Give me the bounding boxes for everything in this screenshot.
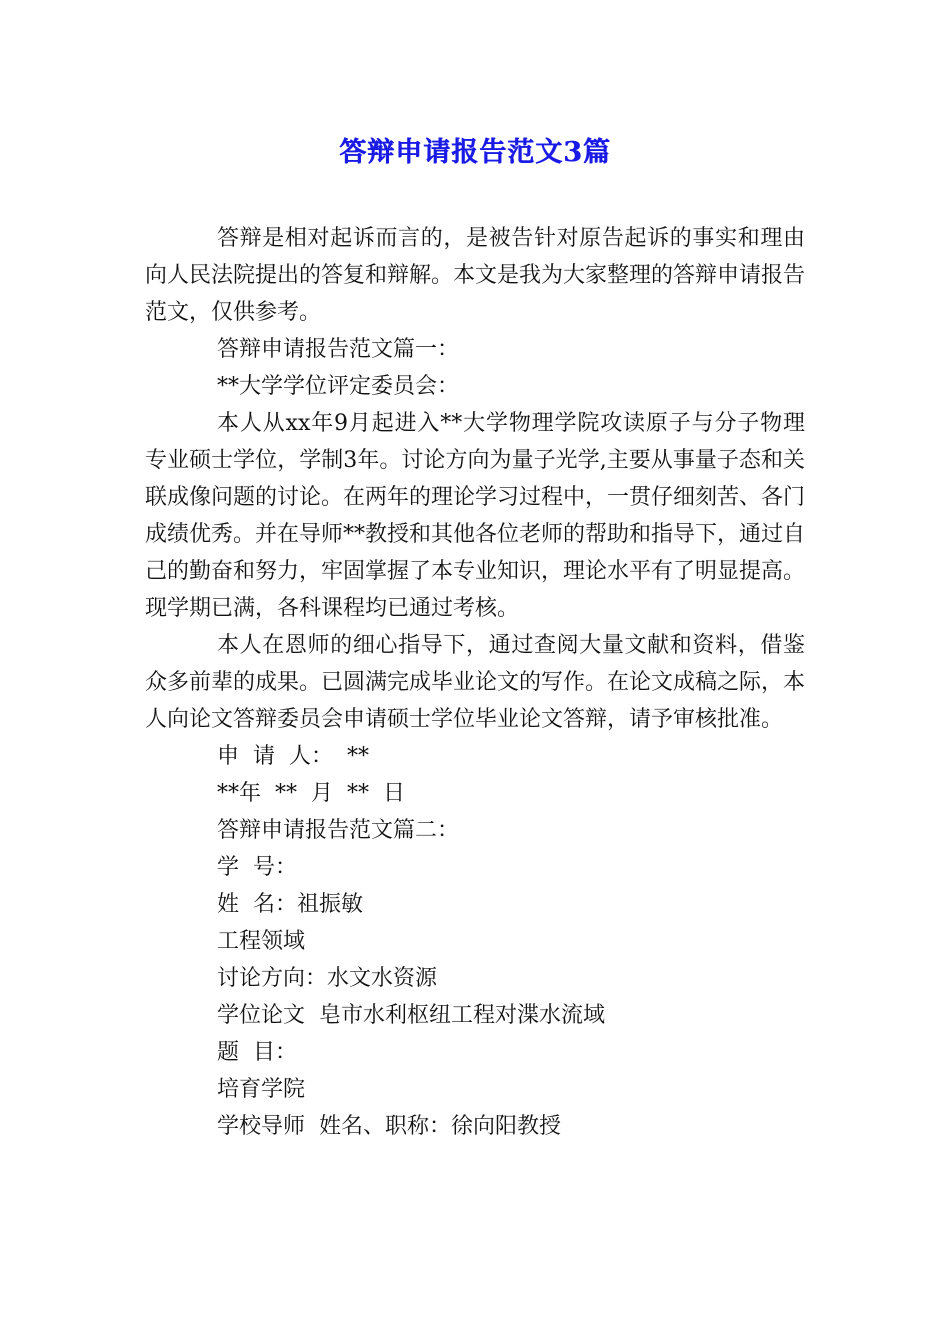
name-line: 姓 名：祖振敏 xyxy=(217,892,363,917)
field-line: 工程领域 xyxy=(217,929,306,954)
advisor-line: 学校导师 姓名、职称：徐向阳教授 xyxy=(217,1114,561,1139)
student-id-line: 学 号： xyxy=(217,855,297,880)
section1-paragraph-2: 本人在恩师的细心指导下，通过查阅大量文献和资料，借鉴众多前辈的成果。已圆满完成毕业论文的写作。在论文成稿之际，本人向论文答辩委员会申请硕士学位毕业论文答辩，请予审核批准。 xyxy=(145,633,806,732)
document-body xyxy=(145,220,805,1145)
section2-heading: 答辩申请报告范文篇二： xyxy=(217,818,460,843)
document-title: 答辩申请报告范文3篇 xyxy=(339,137,611,168)
intro-paragraph: 答辩是相对起诉而言的，是被告针对原告起诉的事实和理由向人民法院提出的答复和辩解。本文是我为大家整理的答辩申请报告范文，仅供参考。 xyxy=(145,226,806,325)
applicant-line: 申 请 人： ** xyxy=(217,744,369,769)
topic-line: 题 目： xyxy=(217,1040,297,1065)
section1-paragraph-1: 本人从xx年9月起进入**大学物理学院攻读原子与分子物理专业硕士学位，学制3年。讨论方向为量子光学,主要从事量子态和关联成像问题的讨论。在两年的理论学习过程中，一贯仔细刻苦、各门成绩优秀。并在导师**教授和其他各位老师的帮助和指导下，通过自己的勤奋和努力，牢固掌握了本专业知识，理论水平有了明显提高。现学期已满，各科课程均已通过考核。 xyxy=(145,411,806,621)
direction-line: 讨论方向：水文水资源 xyxy=(217,966,438,991)
section1-heading: 答辩申请报告范文篇一： xyxy=(217,337,460,362)
date-line: **年 ** 月 ** 日 xyxy=(217,781,405,806)
thesis-title-line: 学位论文 皂市水利枢纽工程对渫水流域 xyxy=(217,1003,605,1028)
college-line: 培育学院 xyxy=(217,1077,306,1102)
salutation: **大学学位评定委员会： xyxy=(217,374,460,399)
